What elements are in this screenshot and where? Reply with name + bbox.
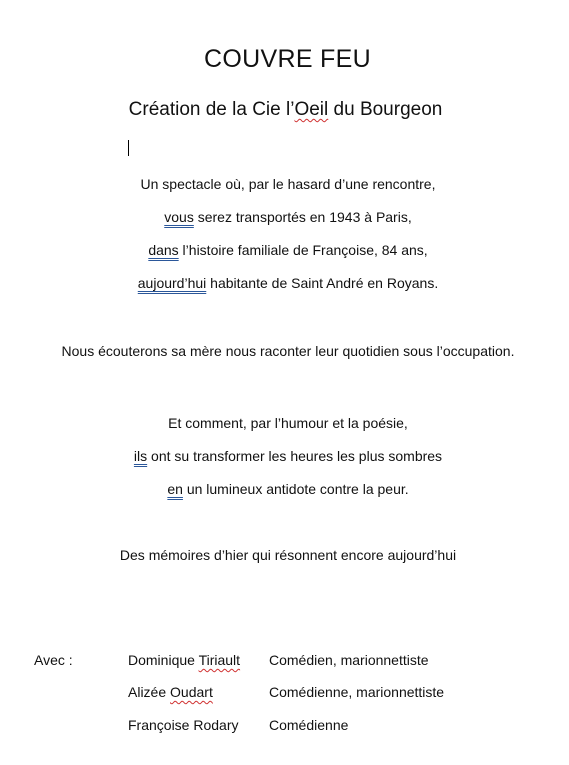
document-subtitle — [0, 99, 569, 121]
cast-role: Comédien, marionnettiste — [269, 652, 429, 668]
cast-name — [128, 651, 240, 669]
cast-label: Avec : — [34, 652, 73, 668]
cast-name — [128, 683, 213, 701]
grammar-flagged-word[interactable]: en — [167, 481, 183, 497]
cast-first-name: Dominique — [128, 652, 199, 668]
subtitle-text-end: du Bourgeon — [328, 99, 443, 120]
line-text: l’histoire familiale de Françoise, 84 ans, — [178, 242, 428, 258]
line-text: un lumineux antidote contre la peur. — [182, 481, 409, 497]
cast-name — [128, 716, 239, 734]
paragraph-line — [0, 274, 569, 292]
cast-role: Comédienne — [269, 717, 349, 733]
line-text: Un spectacle où, par le hasard d’une rencontre, — [140, 176, 436, 192]
line-text: Et comment, par l’humour et la poésie, — [168, 415, 408, 431]
line-text: habitante de Saint André en Royans. — [206, 275, 439, 291]
spelling-flagged-word[interactable]: Oeil — [294, 99, 329, 120]
paragraph-line — [0, 241, 569, 259]
paragraph-line — [0, 414, 569, 432]
document-title: COUVRE FEU — [204, 45, 371, 73]
subtitle-text-start: Création de la Cie l’ — [128, 99, 295, 120]
paragraph-line — [0, 447, 569, 465]
grammar-flagged-word[interactable]: vous — [164, 209, 194, 225]
grammar-flagged-word[interactable]: dans — [148, 242, 179, 258]
paragraph-line — [0, 480, 569, 498]
line-text: serez transportés en 1943 à Paris, — [193, 209, 412, 225]
cast-first-name: Alizée — [128, 684, 171, 700]
spelling-flagged-word[interactable]: Tiriault — [198, 652, 241, 668]
text-cursor — [128, 140, 129, 156]
cast-role: Comédienne, marionnettiste — [269, 684, 445, 700]
paragraph-line: Des mémoires d’hier qui résonnent encore aujourd’hui — [119, 547, 457, 563]
paragraph-line: Nous écouterons sa mère nous raconter leur quotidien sous l’occupation. — [61, 343, 515, 359]
spelling-flagged-word[interactable]: Oudart — [170, 684, 213, 700]
line-text: ont su transformer les heures les plus sombres — [147, 448, 443, 464]
cast-first-name: Françoise Rodary — [128, 717, 239, 733]
grammar-flagged-word[interactable]: aujourd’hui — [137, 275, 207, 291]
paragraph-line — [0, 175, 569, 193]
paragraph-line — [0, 208, 569, 226]
grammar-flagged-word[interactable]: ils — [133, 448, 148, 464]
